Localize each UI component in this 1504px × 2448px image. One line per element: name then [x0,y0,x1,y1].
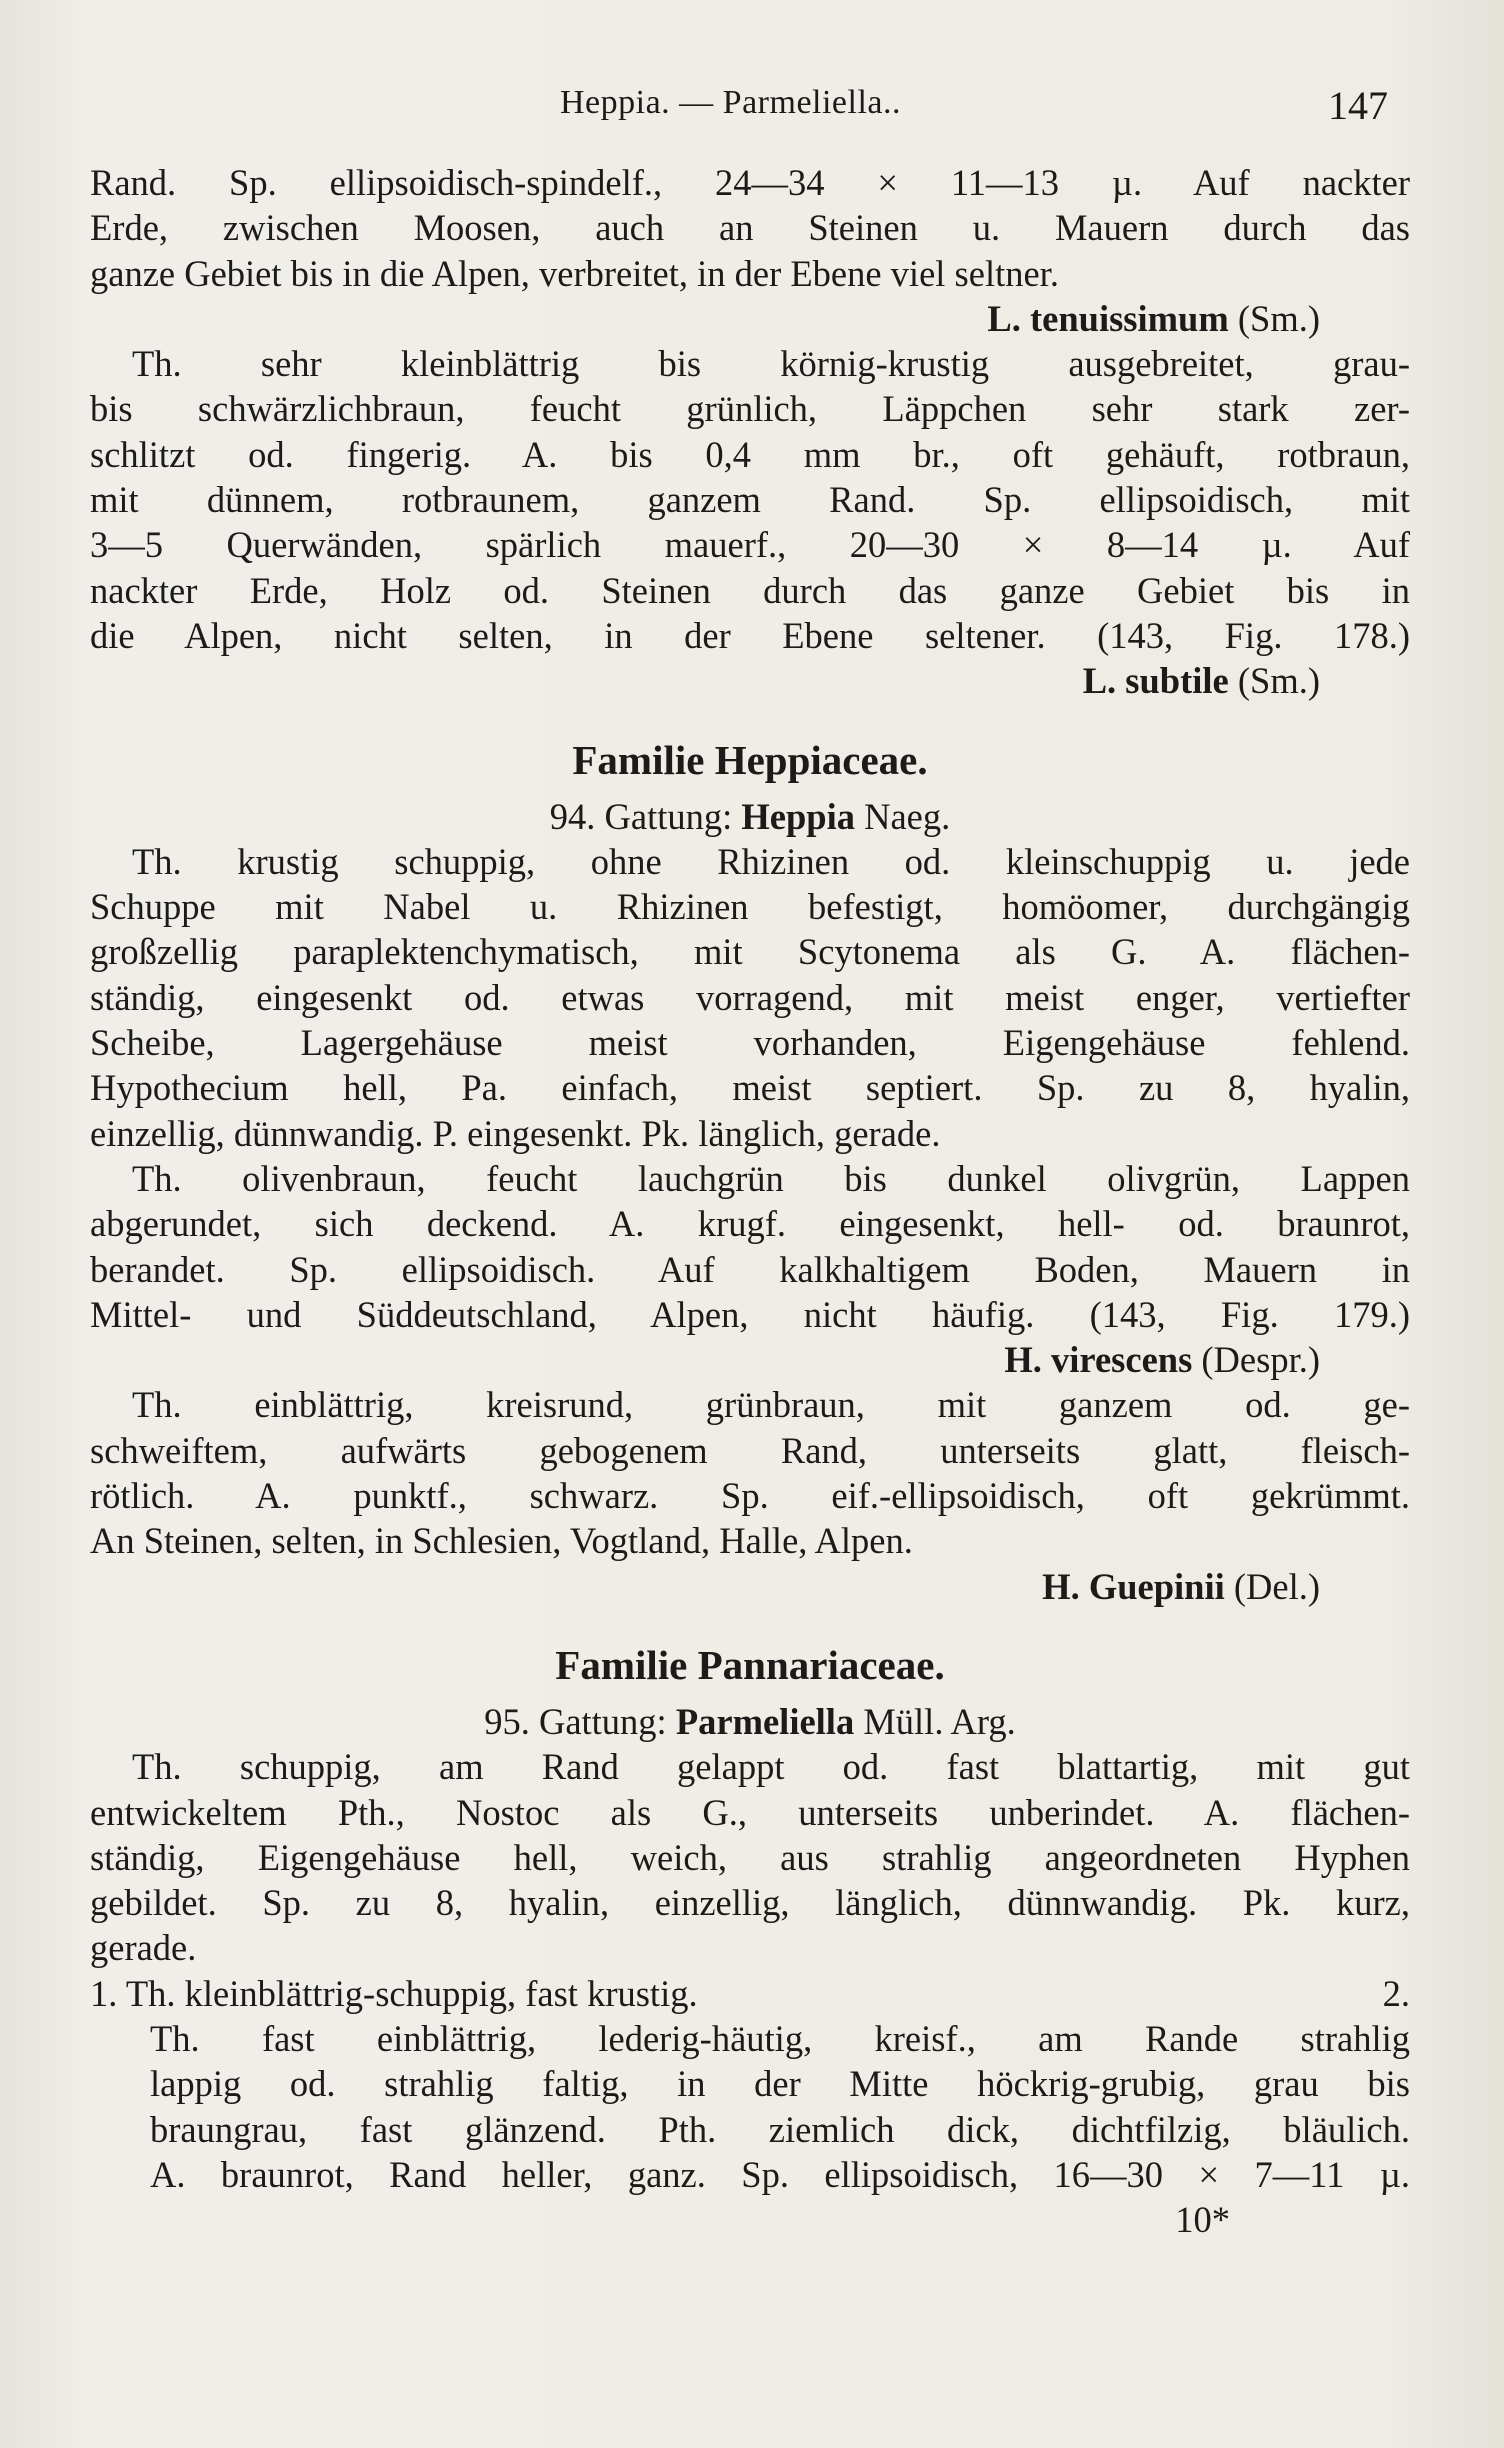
species-author: (Del.) [1233,1565,1320,1607]
text-line: Th. fast einblättrig, lederig-häutig, kreisf., am Rande strahlig [150,2017,1410,2059]
key-ref: 2. [1382,1972,1410,2014]
text-line: einzellig, dünnwandig. P. eingesenkt. Pk. länglich, gerade. [90,1112,941,1154]
text-line: gebildet. Sp. zu 8, hyalin, einzellig, länglich, dünnwandig. Pk. kurz, [90,1882,1410,1924]
text-line: Rand. Sp. ellipsoidisch-spindelf., 24—34 × 11—13 µ. Auf nackter [90,162,1410,203]
genus-name: Heppia [741,795,855,837]
text-line: schweiftem, aufwärts gebogenem Rand, unterseits glatt, fleisch- [90,1429,1410,1471]
page-number: 147 [1328,83,1388,128]
species-name-line [90,1564,1410,1609]
text-line: A. braunrot, Rand heller, ganz. Sp. ellipsoidisch, 16—30 × 7—11 µ. [150,2153,1410,2195]
genus-author: Naeg. [864,795,951,837]
species-author: (Despr.) [1201,1339,1320,1381]
text-line: Th. schuppig, am Rand gelappt od. fast blattartig, mit gut [132,1746,1410,1788]
text-line: ständig, Eigengehäuse hell, weich, aus strahlig angeordneten Hyphen [90,1836,1410,1878]
text-line: großzellig paraplektenchymatisch, mit Scytonema als G. A. flächen- [90,931,1410,973]
text-line: ganze Gebiet bis in die Alpen, verbreitet, in der Ebene viel seltner. [90,252,1059,294]
species-name: H. Guepinii [1042,1565,1225,1607]
species-author: (Sm.) [1237,660,1320,702]
species-name-line [90,658,1410,703]
signature-mark: 10* [1175,2199,1230,2241]
text-line: braungrau, fast glänzend. Pth. ziemlich dick, dichtfilzig, bläulich. [150,2108,1410,2150]
species-name: L. tenuissimum [987,297,1229,339]
text-line: lappig od. strahlig faltig, in der Mitte höckrig-grubig, grau bis [150,2063,1410,2105]
text-line: ständig, eingesenkt od. etwas vorragend, mit meist enger, vertiefter [90,976,1410,1018]
genus-heading [90,1699,1410,1744]
text-line: Erde, zwischen Moosen, auch an Steinen u. Mauern durch das [90,207,1410,249]
text-line: Scheibe, Lagergehäuse meist vorhanden, Eigengehäuse fehlend. [90,1022,1410,1064]
text-line: abgerundet, sich deckend. A. krugf. eingesenkt, hell- od. braunrot, [90,1203,1410,1245]
key-line [90,1971,1410,2016]
genus-heading [90,794,1410,839]
text-line: berandet. Sp. ellipsoidisch. Auf kalkhaltigem Boden, Mauern in [90,1248,1410,1290]
text-line: rötlich. A. punktf., schwarz. Sp. eif.-ellipsoidisch, oft gekrümmt. [90,1475,1410,1517]
genus-author: Müll. Arg. [863,1700,1016,1742]
text-line: 3—5 Querwänden, spärlich mauerf., 20—30 × 8—14 µ. Auf [90,524,1410,566]
species-name-line [90,1337,1410,1382]
genus-prefix: 95. Gattung: [484,1700,667,1742]
family-heading: Familie Heppiaceae. [572,736,928,783]
text-line: Th. olivenbraun, feucht lauchgrün bis dunkel olivgrün, Lappen [132,1157,1410,1199]
text-line: Th. einblättrig, kreisrund, grünbraun, mit ganzem od. ge- [132,1384,1410,1426]
running-head: Heppia. — Parmeliella.. [560,84,902,121]
text-line: Mittel- und Süddeutschland, Alpen, nicht häufig. (143, Fig. 179.) [90,1293,1410,1335]
text-line: schlitzt od. fingerig. A. bis 0,4 mm br., oft gehäuft, rotbraun, [90,433,1410,475]
genus-prefix: 94. Gattung: [549,795,733,837]
text-line: Schuppe mit Nabel u. Rhizinen befestigt, homöomer, durchgängig [90,886,1410,928]
text-line: Th. krustig schuppig, ohne Rhizinen od. kleinschuppig u. jede [132,840,1410,882]
species-name: L. subtile [1082,660,1229,702]
text-line: nackter Erde, Holz od. Steinen durch das ganze Gebiet bis in [90,569,1410,611]
text-line: gerade. [90,1927,197,1969]
text-line: mit dünnem, rotbraunem, ganzem Rand. Sp. ellipsoidisch, mit [90,479,1410,521]
body-text [90,160,1410,2242]
genus-name: Parmeliella [675,1700,855,1742]
text-line: bis schwärzlichbraun, feucht grünlich, Läppchen sehr stark zer- [90,388,1410,430]
species-author: (Sm.) [1237,297,1320,339]
text-line: An Steinen, selten, in Schlesien, Vogtland, Halle, Alpen. [90,1520,913,1562]
text-line: entwickeltem Pth., Nostoc als G., unterseits unberindet. A. flächen- [90,1791,1410,1833]
family-heading: Familie Pannariaceae. [555,1641,945,1688]
page-header [0,78,1504,138]
species-name: H. virescens [1004,1339,1193,1381]
text-line: die Alpen, nicht selten, in der Ebene seltener. (143, Fig. 178.) [90,614,1410,656]
key-text: 1. Th. kleinblättrig-schuppig, fast krustig. [90,1972,698,2014]
text-line: Th. sehr kleinblättrig bis körnig-krustig ausgebreitet, grau- [132,343,1410,385]
species-name-line [90,296,1410,341]
text-line: Hypothecium hell, Pa. einfach, meist septiert. Sp. zu 8, hyalin, [90,1067,1410,1109]
